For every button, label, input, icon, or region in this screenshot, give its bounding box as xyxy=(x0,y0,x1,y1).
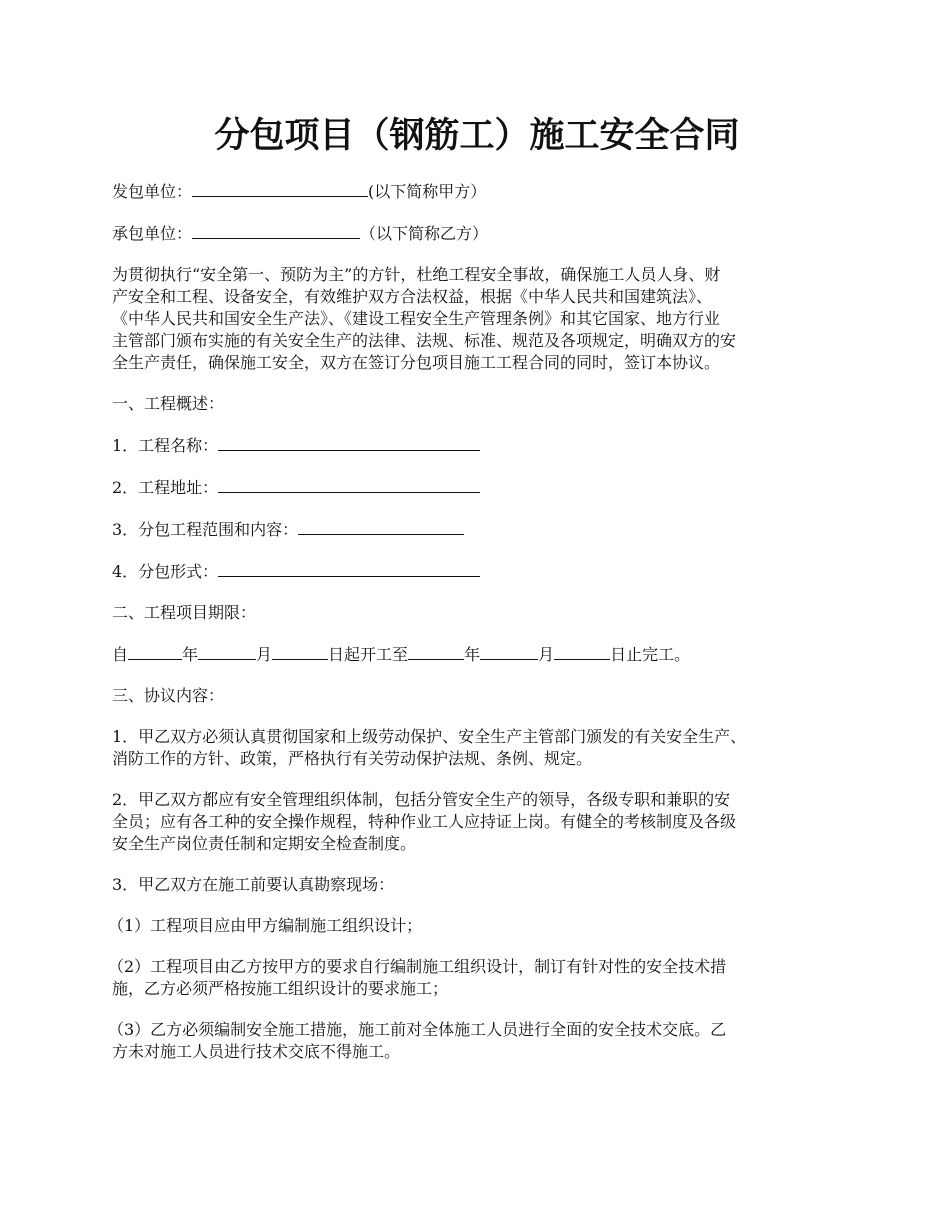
project-scope-label: 3．分包工程范围和内容： xyxy=(112,520,299,539)
project-address-label: 2．工程地址： xyxy=(112,478,219,497)
clause-3-sub-3-line: 方未对施工人员进行技术交底不得施工。 xyxy=(112,1042,401,1061)
intro-line: 产安全和工程、设备安全，有效维护双方合法权益，根据《中华人民共和国建筑法》、 xyxy=(112,287,713,306)
period-year-label: 年 xyxy=(182,645,199,664)
period-month-label: 月 xyxy=(256,645,273,664)
period-end-label: 日止完工。 xyxy=(610,645,691,664)
end-day-blank xyxy=(554,643,610,660)
intro-line: 全生产责任，确保施工安全，双方在签订分包项目施工工程合同的同时，签订本协议。 xyxy=(112,353,721,372)
clause-3-sub-2 xyxy=(108,956,842,1000)
clause-3-sub-2-line: 施，乙方必须严格按施工组织设计的要求施工； xyxy=(112,979,449,998)
intro-paragraph xyxy=(112,264,842,374)
party-a-suffix: (以下简称甲方） xyxy=(368,182,487,201)
intro-line: 为贯彻执行“安全第一、预防为主”的方针，杜绝工程安全事故，确保施工人员人身、财 xyxy=(112,265,721,284)
period-month-label-2: 月 xyxy=(538,645,555,664)
section-1-heading: 一、工程概述： xyxy=(112,394,225,413)
project-address-line xyxy=(112,476,842,499)
section-3-heading: 三、协议内容： xyxy=(112,686,225,705)
period-year-label-2: 年 xyxy=(464,645,481,664)
intro-line: 《中华人民共和国安全生产法》、《建设工程安全生产管理条例》和其它国家、地方行业 xyxy=(112,309,721,328)
start-month-blank xyxy=(198,643,256,660)
party-b-label: 承包单位： xyxy=(112,224,193,243)
clause-3-sub-3 xyxy=(108,1019,842,1063)
project-address-blank xyxy=(218,476,480,493)
clause-1 xyxy=(112,726,842,770)
end-year-blank xyxy=(408,643,464,660)
intro-line: 主管部门颁布实施的有关安全生产的法律、法规、标准、规范及各项规定，明确双方的安 xyxy=(112,331,737,350)
party-a-line xyxy=(112,180,842,203)
clause-3-sub-1: （1）工程项目应由甲方编制施工组织设计； xyxy=(108,916,423,935)
subcontract-form-label: 4．分包形式： xyxy=(112,562,219,581)
project-name-label: 1．工程名称： xyxy=(112,436,219,455)
project-name-blank xyxy=(218,434,480,451)
project-name-line xyxy=(112,434,842,457)
start-year-blank xyxy=(128,643,182,660)
party-b-line xyxy=(112,222,842,245)
clause-2-line: 全员；应有各工种的安全操作规程，特种作业工人应持证上岗。有健全的考核制度及各级 xyxy=(112,812,737,831)
project-period-line xyxy=(112,643,842,666)
period-start-label: 日起开工至 xyxy=(328,645,409,664)
project-scope-blank xyxy=(298,518,464,535)
clause-2-line: 2．甲乙双方都应有安全管理组织体制，包括分管安全生产的领导，各级专职和兼职的安 xyxy=(112,790,731,809)
document-title: 分包项目（钢筋工）施工安全合同 xyxy=(214,115,740,156)
end-month-blank xyxy=(480,643,538,660)
clause-3-sub-3-line: （3）乙方必须编制安全施工措施，施工前对全体施工人员进行全面的安全技术交底。乙 xyxy=(108,1020,727,1039)
clause-2-line: 安全生产岗位责任制和定期安全检查制度。 xyxy=(112,834,417,853)
start-day-blank xyxy=(272,643,328,660)
clause-2 xyxy=(112,789,842,855)
period-from-label: 自 xyxy=(112,645,129,664)
project-scope-line xyxy=(112,518,842,541)
clause-1-line: 1．甲乙双方必须认真贯彻国家和上级劳动保护、安全生产主管部门颁发的有关安全生产、 xyxy=(112,727,747,746)
clause-3-sub-2-line: （2）工程项目由乙方按甲方的要求自行编制施工组织设计，制订有针对性的安全技术措 xyxy=(108,957,727,976)
subcontract-form-blank xyxy=(218,560,480,577)
subcontract-form-line xyxy=(112,560,842,583)
clause-3: 3．甲乙双方在施工前要认真勘察现场： xyxy=(112,875,395,894)
party-b-suffix: （以下简称乙方） xyxy=(360,224,489,243)
party-a-label: 发包单位： xyxy=(112,182,193,201)
party-a-blank xyxy=(192,180,368,197)
clause-1-line: 消防工作的方针、政策，严格执行有关劳动保护法规、条例、规定。 xyxy=(112,749,593,768)
party-b-blank xyxy=(192,222,360,239)
section-2-heading: 二、工程项目期限： xyxy=(112,603,257,622)
contract-page xyxy=(108,0,842,1063)
